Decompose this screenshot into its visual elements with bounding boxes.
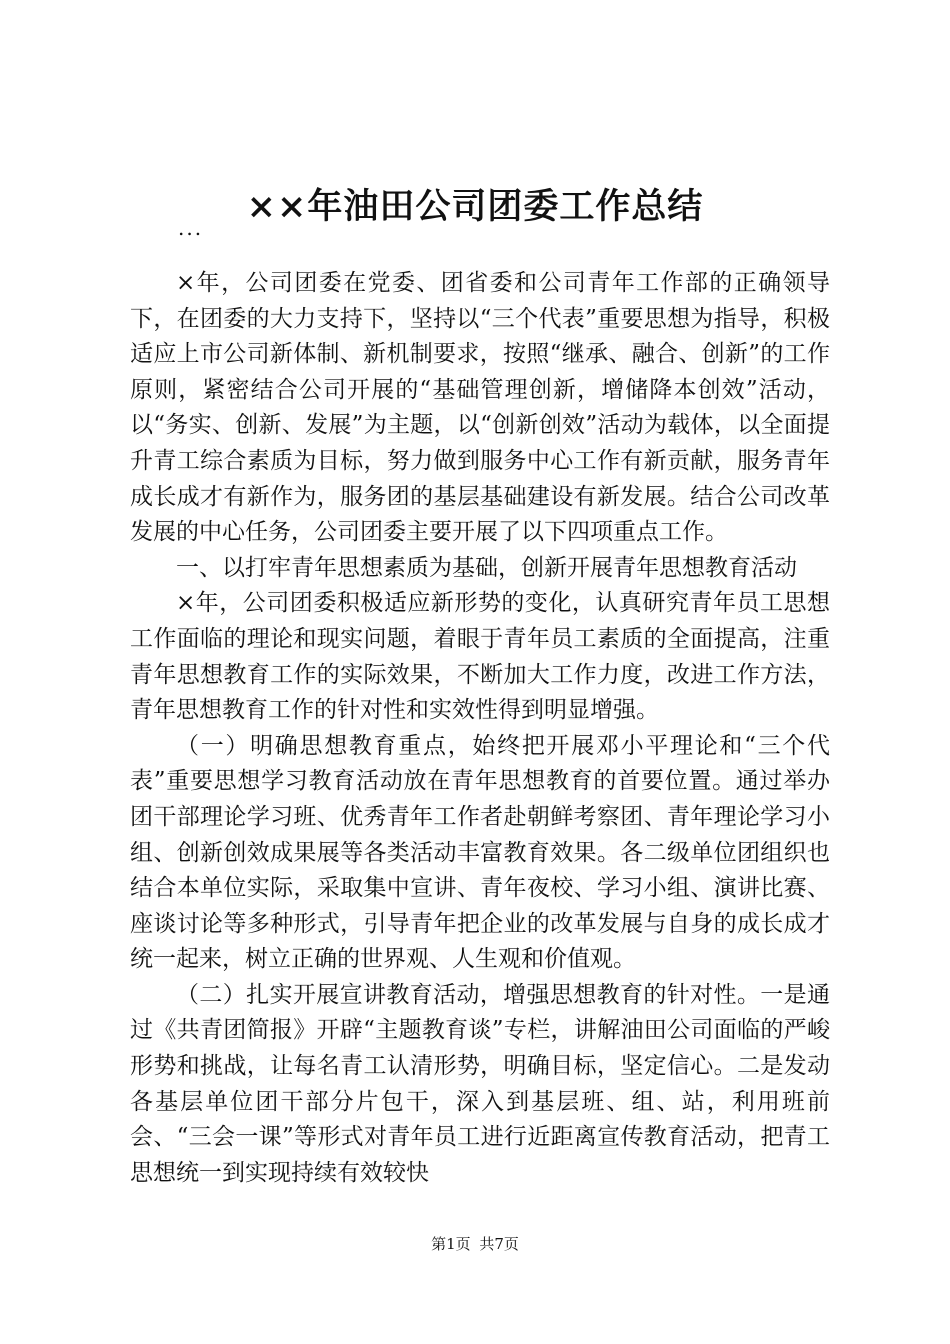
document-body bbox=[130, 266, 830, 1191]
paragraph-item-2: （二）扎实开展宣讲教育活动，增强思想教育的针对性。一是通过《共青团简报》开辟“主题教育谈”专栏，讲解油田公司面临的严峻形势和挑战，让每名青工认清形势，明确目标，坚定信心。二是发动各基层单位团干部分片包干，深入到基层班、组、站，利用班前会、“三会一课”等形式对青年员工进行近距离宣传教育活动，把青工思想统一到实现持续有效较快 bbox=[130, 981, 830, 1186]
ellipsis-mark: ... bbox=[178, 216, 204, 240]
paragraph-section-1: ×年，公司团委积极适应新形势的变化，认真研究青年员工思想工作面临的理论和现实问题，着眼于青年员工素质的全面提高，注重青年思想教育工作的实际效果，不断加大工作力度，改进工作方法，青年思想教育工作的针对性和实效性得到明显增强。 bbox=[130, 590, 830, 724]
paragraph-intro: ×年，公司团委在党委、团省委和公司青年工作部的正确领导下，在团委的大力支持下，坚持以“三个代表”重要思想为指导，积极适应上市公司新体制、新机制要求，按照“继承、融合、创新”的工作原则，紧密结合公司开展的“基础管理创新，增储降本创效”活动，以“务实、创新、发展”为主题，以“创新创效”活动为载体，以全面提升青工综合素质为目标，努力做到服务中心工作有新贡献，服务青年成长成才有新作为，服务团的基层基础建设有新发展。结合公司改革发展的中心任务，公司团委主要开展了以下四项重点工作。 bbox=[130, 270, 830, 546]
page-total: 共7页 bbox=[479, 1235, 519, 1253]
page-number: 第1页 bbox=[431, 1235, 471, 1253]
paragraph-item-1: （一）明确思想教育重点，始终把开展邓小平理论和“三个代表”重要思想学习教育活动放在青年思想教育的首要位置。通过举办团干部理论学习班、优秀青年工作者赴朝鲜考察团、青年理论学习小组、创新创效成果展等各类活动丰富教育效果。各二级单位团组织也结合本单位实际，采取集中宣讲、青年夜校、学习小组、演讲比赛、座谈讨论等多种形式，引导青年把企业的改革发展与自身的成长成才统一起来，树立正确的世界观、人生观和价值观。 bbox=[130, 732, 830, 973]
document-title: ××年油田公司团委工作总结 bbox=[246, 186, 704, 227]
section-heading-1: 一、以打牢青年思想素质为基础，创新开展青年思想教育活动 bbox=[176, 554, 797, 581]
page-footer bbox=[0, 1234, 950, 1254]
